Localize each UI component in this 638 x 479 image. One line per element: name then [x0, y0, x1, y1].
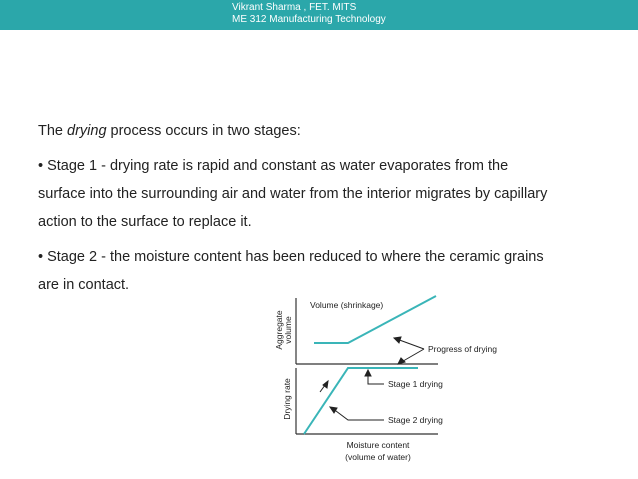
author-line: Vikrant Sharma , FET. MITS — [232, 2, 357, 13]
x-label-volume-water: (volume of water) — [345, 452, 411, 462]
volume-shrinkage-label: Volume (shrinkage) — [310, 300, 384, 310]
progress-arrowhead-lower — [398, 358, 405, 364]
stage1-arrow — [365, 370, 384, 384]
stage2-arrowhead — [330, 407, 337, 413]
intro-emphasis: drying — [67, 123, 107, 139]
stage2-drying-label: Stage 2 drying — [388, 415, 443, 425]
stage1-line1: • Stage 1 - drying rate is rapid and constant as water evaporates from the — [38, 158, 509, 174]
intro-suffix: process occurs in two stages: — [106, 123, 301, 139]
y-label-drying-rate: Drying rate — [282, 378, 292, 420]
x-label-moisture: Moisture content — [346, 440, 410, 450]
stage2-arrow-line — [332, 408, 384, 420]
stage2-line1: • Stage 2 - the moisture content has been reduced to where the ceramic grains — [38, 249, 544, 265]
stage1-line2: surface into the surrounding air and water from the interior migrates by capillary — [38, 186, 548, 202]
stage2-arrow — [330, 407, 384, 420]
y-label-volume: volume — [283, 316, 293, 344]
progress-arrowhead-upper — [394, 337, 401, 343]
stage1-drying-label: Stage 1 drying — [388, 379, 443, 389]
course-line: ME 312 Manufacturing Technology — [232, 14, 386, 25]
stage1-arrowhead — [365, 370, 371, 376]
stage1-line3: action to the surface to replace it. — [38, 214, 252, 230]
intro-prefix: The — [38, 123, 68, 139]
y-label-aggregate: Aggregate — [274, 310, 284, 350]
drying-diagram — [268, 286, 518, 471]
header-bar — [0, 0, 638, 30]
progress-of-drying-label: Progress of drying — [428, 344, 497, 354]
intro-paragraph — [38, 122, 613, 140]
stage2-line2: are in contact. — [38, 277, 130, 293]
